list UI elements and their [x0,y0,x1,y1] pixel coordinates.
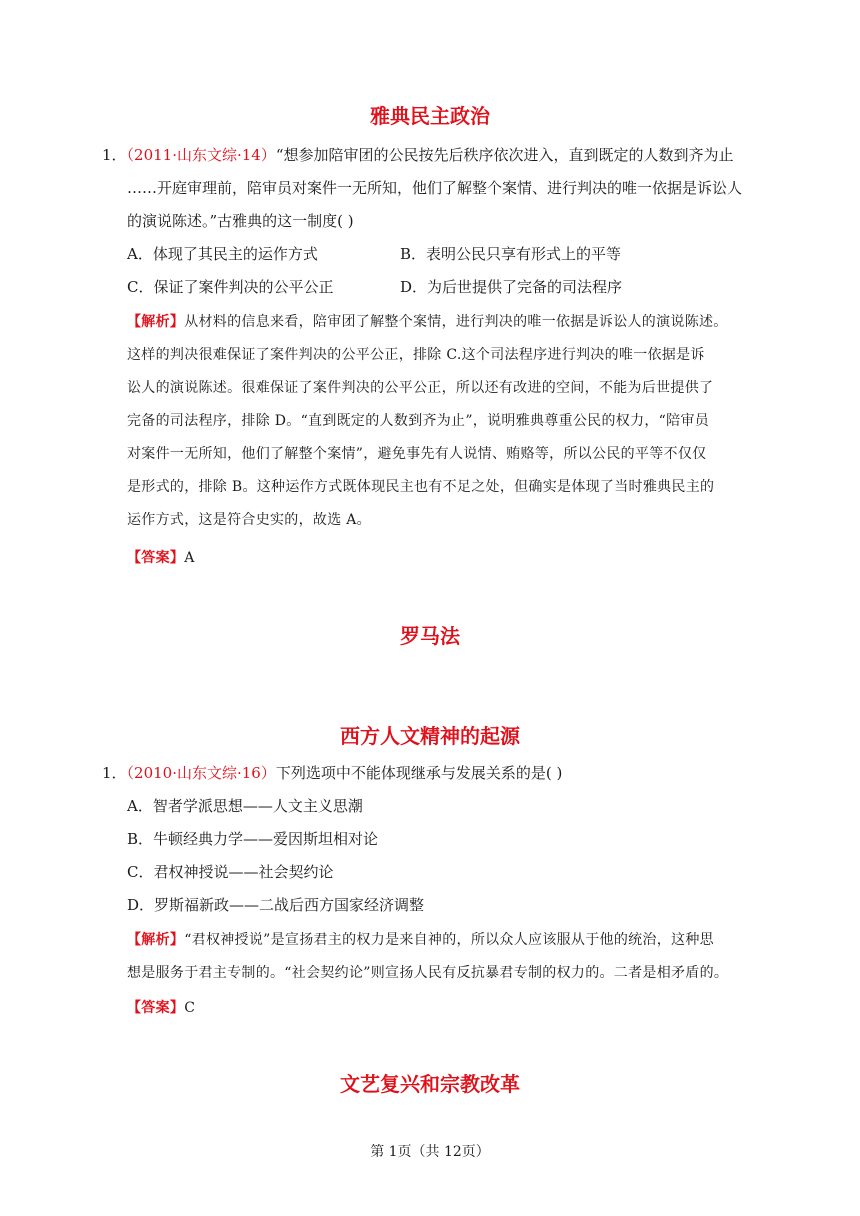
answer-value: A [184,550,195,566]
answer-tag: 【答案】 [127,550,185,566]
analysis-line-5: 对案件一无所知，他们了解整个案情”，避免事先有人说情、贿赂等，所以公民的平等不仅仅 [127,446,707,462]
answer-value: C [184,1000,196,1016]
answer-line [127,998,195,1018]
question-source: （2010·山东文综·16） [126,764,276,782]
option-b: B．牛顿经典力学——爱因斯坦相对论 [127,830,379,848]
analysis-line-2: 想是服务于君主专制的。“社会契约论”则宣扬人民有反抗暴君专制的权力的。二者是相矛盾的。 [127,965,729,981]
question-number: 1． [102,764,127,782]
analysis-line-4: 完备的司法程序，排除 D。“直到既定的人数到齐为止”，说明雅典尊重公民的权力，“陪审员 [127,413,710,429]
answer-tag: 【答案】 [127,1000,185,1016]
option-d: D．为后世提供了完备的司法程序 [400,278,623,296]
question-1-stem-line-1: 1．（2011·山东文综·14）“想参加陪审团的公民按先后秩序依次进入，直到既定的人数到齐为止 [102,146,734,164]
section-title-renaissance-reformation: 文艺复兴和宗教改革 [340,1072,520,1096]
question-number: 1． [102,146,127,164]
analysis-line-7: 运作方式，这是符合史实的，故选 A。 [127,512,371,528]
option-c: C．保证了案件判决的公平公正 [127,278,334,296]
option-a: A．体现了其民主的运作方式 [127,245,318,263]
question-source: （2011·山东文综·14） [126,146,276,164]
analysis-line-3: 讼人的演说陈述。很难保证了案件判决的公平公正，所以还有改进的空间，不能为后世提供了 [127,380,714,396]
question-2-stem: 1．（2010·山东文综·16）下列选项中不能体现继承与发展关系的是( ) [102,764,563,782]
option-b: B．表明公民只享有形式上的平等 [400,245,622,263]
page-footer: 第 1页（共 12页） [370,1144,490,1160]
analysis-line-1: 【解析】“君权神授说”是宣扬君主的权力是来自神的，所以众人应该服从于他的统治，这种思 [127,932,714,948]
option-c: C．君权神授说——社会契约论 [127,863,334,881]
analysis-line-2: 这样的判决很难保证了案件判决的公平公正，排除 C.这个司法程序进行判决的唯一依据是诉 [127,347,705,363]
question-1-stem-line-3: 的演说陈述。”古雅典的这一制度( ) [127,212,354,230]
option-d: D．罗斯福新政——二战后西方国家经济调整 [127,896,425,914]
analysis-line-6: 是形式的，排除 B。这种运作方式既体现民主也有不足之处，但确实是体现了当时雅典民主的 [127,479,715,495]
analysis-line-1: 【解析】从材料的信息来看，陪审团了解整个案情，进行判决的唯一依据是诉讼人的演说陈述。 [127,314,728,330]
section-title-athenian-democracy: 雅典民主政治 [370,104,490,128]
section-title-western-humanism: 西方人文精神的起源 [340,724,520,748]
analysis-tag: 【解析】 [127,932,185,948]
analysis-tag: 【解析】 [127,314,185,330]
option-a: A．智者学派思想——人文主义思潮 [127,797,363,815]
section-title-roman-law: 罗马法 [400,624,460,648]
answer-line [127,548,195,568]
question-1-stem-line-2: ……开庭审理前，陪审员对案件一无所知，他们了解整个案情、进行判决的唯一依据是诉讼人 [127,179,743,197]
